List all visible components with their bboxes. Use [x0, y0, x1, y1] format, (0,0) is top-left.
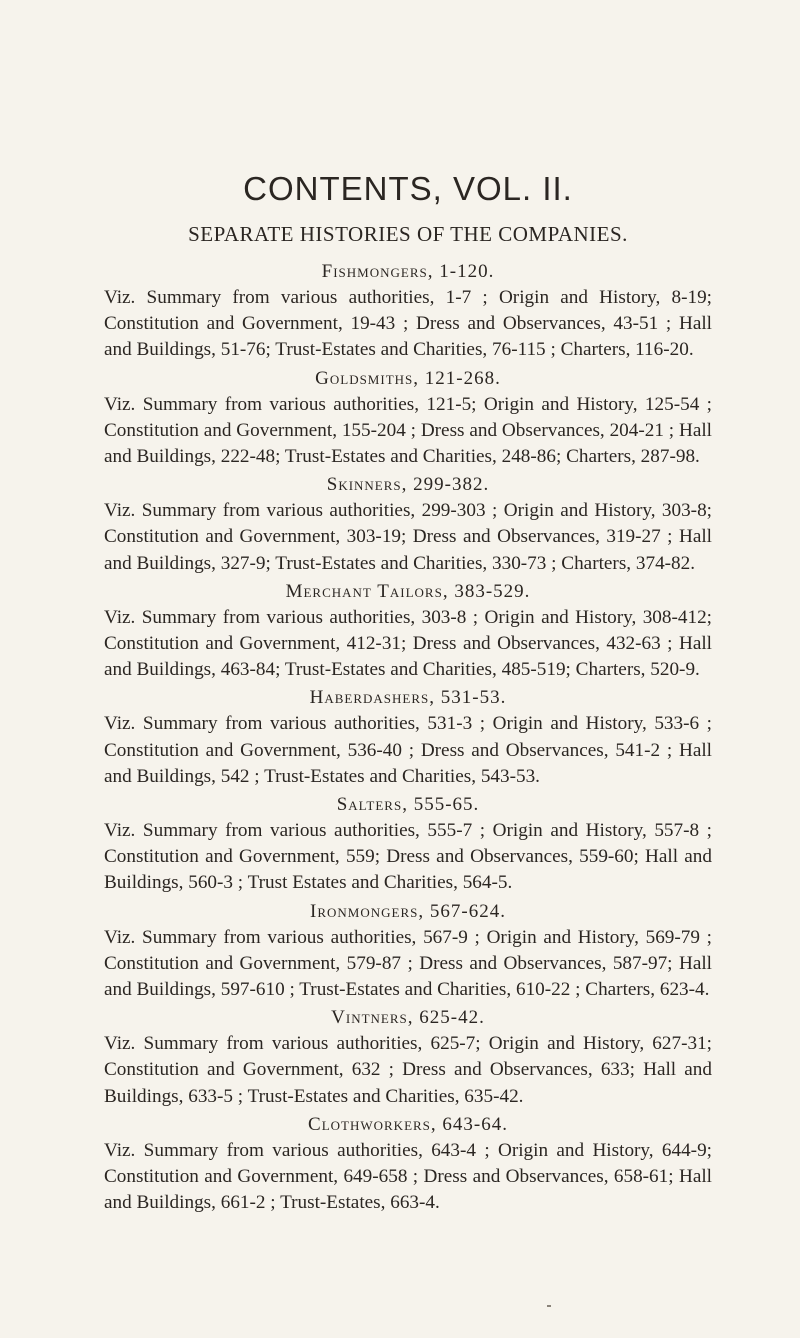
company-entry-merchant-tailors	[104, 579, 712, 684]
footer-mark	[547, 1305, 551, 1307]
company-contents: Viz. Summary from various authorities, 555-7 ; Origin and History, 557-8 ; Constitution and Government, 559; Dress and Observances, 559-60; Hall and Buildings, 560-3 ; Trust Estates and Charities, 564-5.	[104, 820, 712, 894]
section-subtitle: SEPARATE HISTORIES OF THE COMPANIES.	[188, 222, 628, 246]
company-contents: Viz. Summary from various authorities, 567-9 ; Origin and History, 569-79 ; Constitution and Government, 579-87 ; Dress and Observances, 587-97; Hall and Buildings, 597-610 ; Trust-Estates and Charities, 610-22 ; Charters, 623-4.	[104, 926, 712, 1001]
company-heading: Fishmongers, 1-120.	[321, 261, 495, 282]
company-entry-skinners	[104, 472, 712, 577]
company-entry-salters	[104, 792, 712, 897]
page-title: CONTENTS, VOL. II.	[243, 170, 573, 207]
company-entry-haberdashers	[104, 685, 712, 790]
company-heading: Merchant Tailors, 383-529.	[285, 580, 531, 602]
company-contents: Viz. Summary from various authorities, 299-303 ; Origin and History, 303-8; Constitution and Government, 303-19; Dress and Observances, 319-27 ; Hall and Buildings, 327-9; Trust-Estates and Charities, 330-73 ; Charters, 374-82.	[104, 500, 712, 574]
company-contents: Viz. Summary from various authorities, 531-3 ; Origin and History, 533-6 ; Constitution and Government, 536-40 ; Dress and Observances, 541-2 ; Hall and Buildings, 542 ; Trust-Estates and Charities, 543-53.	[104, 713, 712, 787]
company-list	[104, 259, 712, 1216]
company-heading: Salters, 555-65.	[336, 794, 480, 816]
company-contents: Viz. Summary from various authorities, 625-7; Origin and History, 627-31; Constitution and Government, 632 ; Dress and Observances, 633; Hall and Buildings, 633-5 ; Trust-Estates and Charities, 635-42.	[104, 1033, 712, 1107]
company-heading: Skinners, 299-382.	[326, 474, 490, 496]
company-heading: Vintners, 625-42.	[331, 1007, 485, 1029]
company-heading: Ironmongers, 567-624.	[310, 900, 506, 922]
company-heading: Goldsmiths, 121-268.	[315, 367, 501, 389]
company-contents: Viz. Summary from various authorities, 121-5; Origin and History, 125-54 ; Constitution and Government, 155-204 ; Dress and Observances, 204-21 ; Hall and Buildings, 222-48; Trust-Estates and Charities, 248-86; Charters, 287-98.	[104, 393, 712, 468]
company-entry-vintners	[104, 1005, 712, 1110]
company-heading: Clothworkers, 643-64.	[308, 1113, 508, 1135]
company-entry-fishmongers	[104, 259, 712, 364]
company-contents: Viz. Summary from various authorities, 1-7 ; Origin and History, 8-19; Constitution and Government, 19-43 ; Dress and Observances, 43-51 ; Hall and Buildings, 51-76; Trust-Estates and Charities, 76-115 ; Charters, 116-20.	[104, 287, 712, 361]
company-entry-clothworkers	[104, 1112, 712, 1217]
company-heading: Haberdashers, 531-53.	[309, 687, 507, 709]
company-contents: Viz. Summary from various authorities, 303-8 ; Origin and History, 308-412; Constitution and Government, 412-31; Dress and Observances, 432-63 ; Hall and Buildings, 463-84; Trust-Estates and Charities, 485-519; Charters, 520-9.	[104, 606, 712, 681]
company-entry-ironmongers	[104, 899, 712, 1004]
company-entry-goldsmiths	[104, 366, 712, 471]
company-contents: Viz. Summary from various authorities, 643-4 ; Origin and History, 644-9; Constitution and Government, 649-658 ; Dress and Observances, 658-61; Hall and Buildings, 661-2 ; Trust-Estates, 663-4.	[104, 1139, 712, 1214]
